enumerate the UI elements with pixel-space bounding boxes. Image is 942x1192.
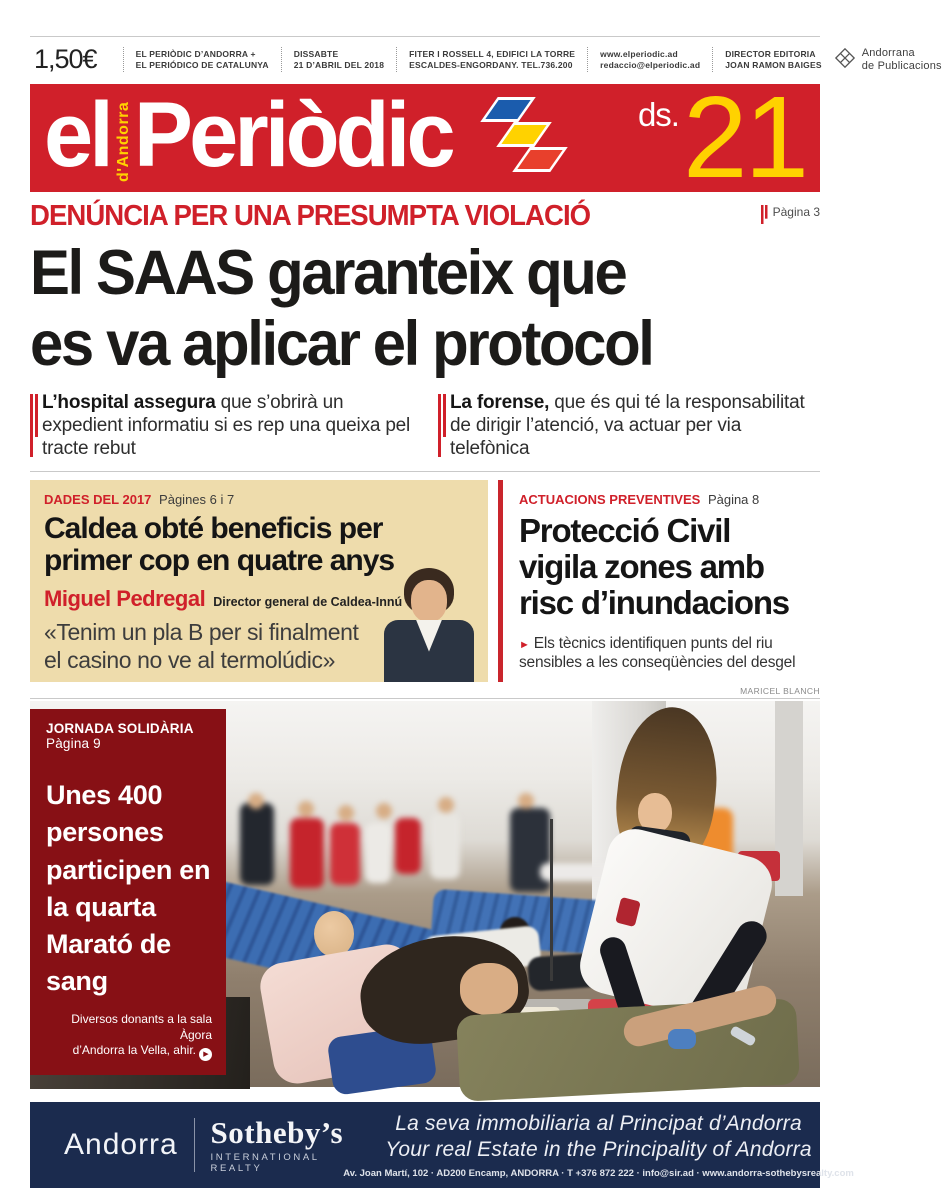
lead-headline: [30, 238, 820, 379]
caldea-director-portrait: [380, 568, 478, 682]
divider: [30, 471, 820, 472]
cover-price: 1,50€: [34, 44, 97, 74]
caldea-quote-line2: el casino no ve al termolúdic»: [44, 646, 335, 673]
day-abbreviation: ds.: [637, 96, 679, 134]
ad-tagline-english: Your real Estate in the Principality of Andorra: [385, 1138, 812, 1162]
marato-text-panel: [30, 709, 226, 1075]
bullet-arrow-icon: [519, 639, 530, 651]
slash-blue-icon: [480, 97, 536, 122]
caption-arrow-icon: [199, 1048, 212, 1061]
publications-line2: EL PERIÓDICO DE CATALUNYA: [135, 59, 269, 70]
story-caldea: [30, 480, 488, 682]
lead-kicker: DENÚNCIA PER UNA PRESUMPTA VIOLACIÓ: [30, 200, 591, 232]
lead-page-ref: [761, 202, 820, 224]
photo-crowd-head: [338, 805, 354, 821]
proteccio-headline-line2: vigila zones amb: [519, 547, 764, 585]
caldea-quote-line1: «Tenim un pla B per si finalment: [44, 619, 359, 646]
lead-subheads: [30, 391, 820, 461]
subhead-hospital-lead: L’hospital assegura: [42, 392, 216, 414]
proteccio-kicker: ACTUACIONS PREVENTIVES: [519, 491, 701, 507]
slash-yellow-icon: [496, 122, 552, 147]
slashes-logo-icon: [475, 95, 571, 181]
marato-page-ref: Pàgina 9: [46, 736, 101, 752]
photo-crowd-head: [518, 793, 534, 809]
date-line1: DISSABTE: [293, 48, 339, 59]
lead-headline-line1: El SAAS garanteix que: [30, 238, 626, 308]
marato-caption-line1: Diversos donants a la sala Àgora: [71, 1011, 212, 1042]
date-line2: 21 D’ABRIL DEL 2018: [293, 59, 385, 70]
ad-brand-sothebys: [210, 1114, 344, 1174]
photo-nurse-glove: [668, 1029, 696, 1049]
caldea-headline-line2: primer cop en quatre anys: [44, 544, 395, 577]
photo-crowd-figure: [430, 813, 460, 879]
director-credit: [712, 47, 821, 72]
subhead-hospital-rest: que s’obrirà un expedient informatiu si es rep una queixa pel tracte rebut: [42, 392, 411, 460]
proteccio-bullet-text: Els tècnics identifiquen punts del riu sensibles a les conseqüències del desgel: [519, 634, 796, 671]
issue-date: [281, 47, 384, 72]
subhead-forense-rest: que és qui té la responsabilitat de dirigir l’atenció, va actuar per via telefònica: [450, 392, 805, 460]
subhead-forense-lead: La forense,: [450, 392, 550, 414]
publications-line1: EL PERIÒDIC D’ANDORRA +: [135, 48, 256, 59]
marato-caption: [46, 1012, 212, 1061]
publications-note: [123, 47, 269, 72]
publisher-line2: de Publicacions: [861, 59, 942, 72]
marato-headline: Unes 400 persones participen en la quarta Marató de sang: [46, 780, 211, 997]
caldea-kicker-row: [44, 492, 474, 507]
caldea-page-ref: Pàgines 6 i 7: [159, 491, 235, 507]
lead-kicker-row: [30, 202, 820, 231]
ad-tagline-catalan: La seva immobiliaria al Principat d’Andorra: [395, 1111, 802, 1135]
publisher-name: [862, 47, 942, 72]
website-url: www.elperiodic.ad: [600, 48, 678, 59]
photo-crowd-figure: [395, 818, 421, 874]
lead-page-ref-label: Pàgina 3: [772, 205, 820, 219]
lead-headline-line2: es va aplicar el protocol: [30, 308, 653, 379]
photo-crowd-figure: [240, 803, 274, 885]
day-block: [637, 72, 806, 203]
address-line1: FITER I ROSSELL 4, EDIFICI LA TORRE: [409, 48, 576, 59]
sothebys-ad-banner: [30, 1102, 854, 1188]
ad-brand-block: [64, 1114, 344, 1174]
story-proteccio-civil: [498, 480, 820, 682]
photo-foreground-donor-face: [460, 963, 518, 1015]
photo-crowd-head: [248, 793, 264, 809]
photo-crowd-head: [298, 801, 314, 817]
email-address: redaccio@elperiodic.ad: [600, 59, 701, 70]
portrait-face: [411, 580, 447, 622]
subhead-hospital: [30, 391, 412, 461]
ad-text-block: [343, 1111, 854, 1180]
director-title: DIRECTOR EDITORIA: [725, 48, 816, 59]
subhead-forense: [438, 391, 820, 461]
photo-crowd-figure: [330, 823, 360, 885]
director-name: JOAN RAMON BAIGES: [725, 59, 822, 70]
secondary-stories: [30, 480, 820, 682]
ad-address: Av. Joan Martí, 102 · AD200 Encamp, ANDORRA · T +376 872 222 · info@sir.ad · www.andorra-sothebysrealty.com: [343, 1168, 854, 1180]
office-address: [396, 47, 575, 72]
logo-el: el: [44, 84, 110, 186]
newspaper-logo: [44, 84, 465, 192]
proteccio-headline: [519, 513, 820, 622]
photo-credit: MARICEL BLANCH: [740, 685, 820, 696]
marato-photo: [30, 701, 820, 1087]
marato-kicker: JORNADA SOLIDÀRIA: [46, 721, 194, 737]
proteccio-headline-line3: risc d’inundacions: [519, 584, 789, 622]
photo-iv-pole: [550, 819, 553, 981]
photo-crowd-figure: [365, 823, 391, 883]
caldea-kicker: DADES DEL 2017: [44, 491, 152, 507]
publisher-diamond-icon: [834, 47, 856, 72]
caldea-person-role: Director general de Caldea-Innú: [213, 595, 403, 610]
ad-sothebys-subtitle: INTERNATIONAL REALTY: [210, 1151, 320, 1174]
caldea-headline-line1: Caldea obté beneficis per: [44, 511, 383, 545]
logo-dandorra: d'Andorra: [115, 101, 132, 182]
masthead: [30, 72, 820, 203]
address-line2: ESCALDES-ENGORDANY. TEL.736.200: [409, 59, 573, 70]
photo-crowd-head: [438, 797, 454, 813]
photo-crowd-head: [376, 803, 392, 819]
marato-kicker-row: [46, 721, 212, 751]
page-ref-bars-icon: [761, 205, 768, 224]
day-number: 21: [682, 72, 806, 203]
website-contact: [587, 47, 700, 72]
publisher-block: [822, 45, 942, 74]
ad-sothebys-wordmark: Sotheby’s: [210, 1114, 344, 1150]
publisher-line1: Andorrana: [861, 46, 915, 59]
proteccio-page-ref: Pàgina 8: [707, 491, 760, 507]
proteccio-bullet: [519, 634, 820, 673]
proteccio-kicker-row: [519, 492, 820, 507]
logo-periodic: Periòdic: [133, 84, 452, 186]
photo-crowd-figure: [290, 818, 324, 888]
caldea-person-name: Miguel Pedregal: [44, 586, 206, 612]
slash-red-icon: [512, 147, 568, 172]
proteccio-headline-line1: Protecció Civil: [519, 511, 731, 549]
marato-caption-line2: d’Andorra la Vella, ahir.: [72, 1043, 196, 1058]
divider: [30, 698, 820, 699]
ad-brand-andorra: Andorra: [64, 1128, 178, 1162]
ad-divider: [194, 1118, 195, 1172]
